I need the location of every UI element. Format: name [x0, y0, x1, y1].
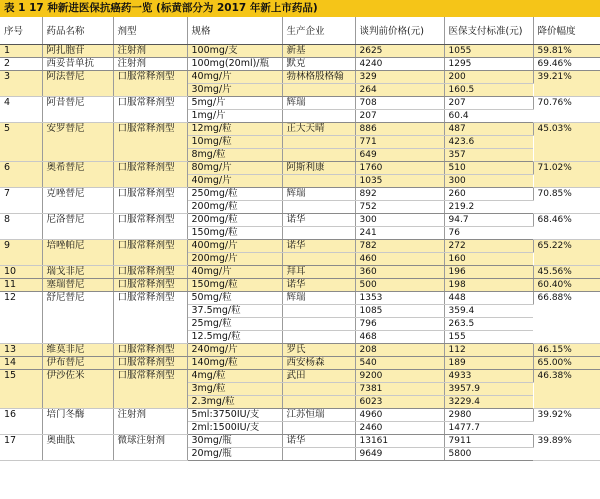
- price-before: 2625: [355, 44, 444, 57]
- price-drop: 39.21%: [533, 70, 600, 96]
- price-before: 208: [355, 343, 444, 356]
- manufacturer: 西安杨森: [282, 356, 355, 369]
- specification: 80mg/片: [187, 161, 282, 174]
- drug-number: 11: [0, 278, 42, 291]
- price-before: 264: [355, 83, 444, 96]
- insurance-standard: 487: [444, 122, 533, 135]
- price-before: 460: [355, 252, 444, 265]
- price-before: 1085: [355, 304, 444, 317]
- drug-name: 尼洛替尼: [42, 213, 113, 239]
- insurance-standard: 1295: [444, 57, 533, 70]
- price-drop: 59.81%: [533, 44, 600, 57]
- dosage-form: 口服常释剂型: [113, 213, 187, 239]
- manufacturer: [282, 109, 355, 122]
- price-drop: 39.89%: [533, 434, 600, 460]
- drug-number: 16: [0, 408, 42, 434]
- drug-number: 13: [0, 343, 42, 356]
- price-drop: 68.46%: [533, 213, 600, 239]
- insurance-standard: 359.4: [444, 304, 533, 317]
- insurance-standard: 112: [444, 343, 533, 356]
- specification: 400mg/片: [187, 239, 282, 252]
- manufacturer: 诺华: [282, 434, 355, 447]
- price-before: 649: [355, 148, 444, 161]
- table-header-row: [0, 17, 600, 44]
- specification: 2.3mg/粒: [187, 395, 282, 408]
- insurance-standard: 207: [444, 96, 533, 109]
- table-row: [0, 44, 600, 57]
- price-before: 1035: [355, 174, 444, 187]
- insurance-standard: 200: [444, 70, 533, 83]
- header-maker: 生产企业: [282, 17, 355, 44]
- insurance-standard: 76: [444, 226, 533, 239]
- price-before: 207: [355, 109, 444, 122]
- specification: 250mg/粒: [187, 187, 282, 200]
- manufacturer: 江苏恒瑞: [282, 408, 355, 421]
- manufacturer: 默克: [282, 57, 355, 70]
- header-std: 医保支付标准(元): [444, 17, 533, 44]
- price-before: 4960: [355, 408, 444, 421]
- price-before: 468: [355, 330, 444, 343]
- manufacturer: 武田: [282, 369, 355, 382]
- dosage-form: 口服常释剂型: [113, 343, 187, 356]
- table-row: [0, 122, 600, 135]
- drug-name: 安罗替尼: [42, 122, 113, 161]
- insurance-standard: 7911: [444, 434, 533, 447]
- specification: 37.5mg/粒: [187, 304, 282, 317]
- insurance-standard: 4933: [444, 369, 533, 382]
- drug-name: 西妥昔单抗: [42, 57, 113, 70]
- specification: 100mg/支: [187, 44, 282, 57]
- drug-name: 舒尼替尼: [42, 291, 113, 343]
- price-before: 6023: [355, 395, 444, 408]
- dosage-form: 口服常释剂型: [113, 187, 187, 213]
- header-price: 谈判前价格(元): [355, 17, 444, 44]
- table-row: [0, 369, 600, 382]
- insurance-standard: 260: [444, 187, 533, 200]
- specification: 4mg/粒: [187, 369, 282, 382]
- insurance-standard: 510: [444, 161, 533, 174]
- specification: 30mg/瓶: [187, 434, 282, 447]
- insurance-standard: 219.2: [444, 200, 533, 213]
- insurance-standard: 3229.4: [444, 395, 533, 408]
- manufacturer: [282, 395, 355, 408]
- specification: 20mg/瓶: [187, 447, 282, 460]
- drug-number: 5: [0, 122, 42, 161]
- price-drop: 46.15%: [533, 343, 600, 356]
- price-before: 329: [355, 70, 444, 83]
- insurance-standard: 3957.9: [444, 382, 533, 395]
- specification: 40mg/片: [187, 70, 282, 83]
- insurance-standard: 357: [444, 148, 533, 161]
- manufacturer: 诺华: [282, 213, 355, 226]
- drug-name: 阿扎胞苷: [42, 44, 113, 57]
- specification: 40mg/片: [187, 265, 282, 278]
- drug-name: 伊沙佐米: [42, 369, 113, 408]
- specification: 8mg/粒: [187, 148, 282, 161]
- table-row: [0, 291, 600, 304]
- manufacturer: 诺华: [282, 239, 355, 252]
- table-row: [0, 434, 600, 447]
- price-before: 752: [355, 200, 444, 213]
- price-before: 796: [355, 317, 444, 330]
- drug-name: 奥希替尼: [42, 161, 113, 187]
- insurance-standard: 272: [444, 239, 533, 252]
- price-drop: 60.40%: [533, 278, 600, 291]
- manufacturer: 诺华: [282, 278, 355, 291]
- price-before: 300: [355, 213, 444, 226]
- drug-name: 塞瑞替尼: [42, 278, 113, 291]
- manufacturer: 正大天晴: [282, 122, 355, 135]
- price-drop: 39.92%: [533, 408, 600, 434]
- price-drop: 45.56%: [533, 265, 600, 278]
- insurance-standard: 198: [444, 278, 533, 291]
- drug-name: 奥曲肽: [42, 434, 113, 460]
- drug-name: 培唑帕尼: [42, 239, 113, 265]
- header-form: 剂型: [113, 17, 187, 44]
- manufacturer: [282, 135, 355, 148]
- specification: 200mg/粒: [187, 200, 282, 213]
- table-row: [0, 70, 600, 83]
- insurance-standard: 189: [444, 356, 533, 369]
- drug-name: 阿法替尼: [42, 70, 113, 96]
- manufacturer: 辉瑞: [282, 96, 355, 109]
- dosage-form: 口服常释剂型: [113, 291, 187, 343]
- drug-number: 9: [0, 239, 42, 265]
- insurance-standard: 60.4: [444, 109, 533, 122]
- specification: 40mg/片: [187, 174, 282, 187]
- table-row: [0, 161, 600, 174]
- manufacturer: [282, 304, 355, 317]
- insurance-standard: 2980: [444, 408, 533, 421]
- dosage-form: 口服常释剂型: [113, 239, 187, 265]
- dosage-form: 口服常释剂型: [113, 122, 187, 161]
- insurance-standard: 263.5: [444, 317, 533, 330]
- table-row: [0, 343, 600, 356]
- insurance-standard: 94.7: [444, 213, 533, 226]
- header-no: 序号: [0, 17, 42, 44]
- specification: 10mg/粒: [187, 135, 282, 148]
- manufacturer: [282, 447, 355, 460]
- price-before: 360: [355, 265, 444, 278]
- price-drop: 45.03%: [533, 122, 600, 161]
- manufacturer: 辉瑞: [282, 187, 355, 200]
- insurance-standard: 155: [444, 330, 533, 343]
- price-before: 708: [355, 96, 444, 109]
- specification: 25mg/粒: [187, 317, 282, 330]
- drug-name: 维莫非尼: [42, 343, 113, 356]
- specification: 30mg/片: [187, 83, 282, 96]
- dosage-form: 微球注射剂: [113, 434, 187, 460]
- table-row: [0, 356, 600, 369]
- price-drop: 71.02%: [533, 161, 600, 187]
- manufacturer: [282, 174, 355, 187]
- specification: 12.5mg/粒: [187, 330, 282, 343]
- price-before: 241: [355, 226, 444, 239]
- drug-number: 8: [0, 213, 42, 239]
- manufacturer: [282, 252, 355, 265]
- specification: 12mg/粒: [187, 122, 282, 135]
- drug-number: 1: [0, 44, 42, 57]
- manufacturer: 阿斯利康: [282, 161, 355, 174]
- manufacturer: [282, 83, 355, 96]
- drug-number: 14: [0, 356, 42, 369]
- price-before: 782: [355, 239, 444, 252]
- drug-name: 瑞戈非尼: [42, 265, 113, 278]
- drug-number: 10: [0, 265, 42, 278]
- manufacturer: 拜耳: [282, 265, 355, 278]
- dosage-form: 口服常释剂型: [113, 369, 187, 408]
- insurance-standard: 300: [444, 174, 533, 187]
- drug-name: 阿昔替尼: [42, 96, 113, 122]
- table-row: [0, 96, 600, 109]
- price-before: 1353: [355, 291, 444, 304]
- specification: 3mg/粒: [187, 382, 282, 395]
- price-drop: 70.85%: [533, 187, 600, 213]
- price-before: 500: [355, 278, 444, 291]
- dosage-form: 口服常释剂型: [113, 70, 187, 96]
- dosage-form: 口服常释剂型: [113, 96, 187, 122]
- manufacturer: [282, 226, 355, 239]
- price-before: 7381: [355, 382, 444, 395]
- dosage-form: 注射剂: [113, 57, 187, 70]
- drug-number: 6: [0, 161, 42, 187]
- header-name: 药品名称: [42, 17, 113, 44]
- price-drop: 46.38%: [533, 369, 600, 408]
- header-drop: 降价幅度: [533, 17, 600, 44]
- price-before: 771: [355, 135, 444, 148]
- price-before: 9649: [355, 447, 444, 460]
- price-drop: 65.22%: [533, 239, 600, 265]
- price-before: 886: [355, 122, 444, 135]
- specification: 100mg(20ml)/瓶: [187, 57, 282, 70]
- manufacturer: [282, 421, 355, 434]
- price-drop: 69.46%: [533, 57, 600, 70]
- manufacturer: [282, 148, 355, 161]
- insurance-standard: 196: [444, 265, 533, 278]
- drug-number: 3: [0, 70, 42, 96]
- specification: 240mg/片: [187, 343, 282, 356]
- price-drop: 66.88%: [533, 291, 600, 343]
- manufacturer: 勃林格殷格翰: [282, 70, 355, 83]
- dosage-form: 口服常释剂型: [113, 161, 187, 187]
- drug-number: 15: [0, 369, 42, 408]
- drug-name: 培门冬酶: [42, 408, 113, 434]
- insurance-standard: 5800: [444, 447, 533, 460]
- dosage-form: 注射剂: [113, 408, 187, 434]
- price-before: 4240: [355, 57, 444, 70]
- table-title: 表 1 17 种新进医保抗癌药一览 (标黄部分为 2017 年新上市药品): [0, 0, 600, 17]
- dosage-form: 口服常释剂型: [113, 356, 187, 369]
- dosage-form: 注射剂: [113, 44, 187, 57]
- price-before: 540: [355, 356, 444, 369]
- specification: 50mg/粒: [187, 291, 282, 304]
- drug-number: 17: [0, 434, 42, 460]
- price-before: 892: [355, 187, 444, 200]
- specification: 2ml:1500IU/支: [187, 421, 282, 434]
- table-row: [0, 408, 600, 421]
- table-row: [0, 278, 600, 291]
- manufacturer: [282, 330, 355, 343]
- insurance-standard: 160.5: [444, 83, 533, 96]
- manufacturer: 辉瑞: [282, 291, 355, 304]
- insurance-standard: 448: [444, 291, 533, 304]
- drug-number: 12: [0, 291, 42, 343]
- manufacturer: [282, 200, 355, 213]
- specification: 5ml:3750IU/支: [187, 408, 282, 421]
- table-body: [0, 44, 600, 460]
- dosage-form: 口服常释剂型: [113, 265, 187, 278]
- specification: 150mg/粒: [187, 278, 282, 291]
- price-before: 9200: [355, 369, 444, 382]
- table-row: [0, 213, 600, 226]
- manufacturer: 新基: [282, 44, 355, 57]
- manufacturer: [282, 382, 355, 395]
- specification: 5mg/片: [187, 96, 282, 109]
- dosage-form: 口服常释剂型: [113, 278, 187, 291]
- drug-number: 4: [0, 96, 42, 122]
- header-spec: 规格: [187, 17, 282, 44]
- price-before: 2460: [355, 421, 444, 434]
- drug-number: 7: [0, 187, 42, 213]
- table-row: [0, 57, 600, 70]
- drug-table: [0, 17, 600, 461]
- specification: 1mg/片: [187, 109, 282, 122]
- price-drop: 70.76%: [533, 96, 600, 122]
- drug-name: 伊布替尼: [42, 356, 113, 369]
- price-before: 1760: [355, 161, 444, 174]
- specification: 150mg/粒: [187, 226, 282, 239]
- manufacturer: 罗氏: [282, 343, 355, 356]
- manufacturer: [282, 317, 355, 330]
- specification: 200mg/片: [187, 252, 282, 265]
- insurance-standard: 160: [444, 252, 533, 265]
- table-row: [0, 239, 600, 252]
- table-row: [0, 265, 600, 278]
- insurance-standard: 423.6: [444, 135, 533, 148]
- insurance-standard: 1055: [444, 44, 533, 57]
- specification: 140mg/粒: [187, 356, 282, 369]
- table-row: [0, 187, 600, 200]
- drug-name: 克唑替尼: [42, 187, 113, 213]
- drug-number: 2: [0, 57, 42, 70]
- price-drop: 65.00%: [533, 356, 600, 369]
- price-before: 13161: [355, 434, 444, 447]
- specification: 200mg/粒: [187, 213, 282, 226]
- insurance-standard: 1477.7: [444, 421, 533, 434]
